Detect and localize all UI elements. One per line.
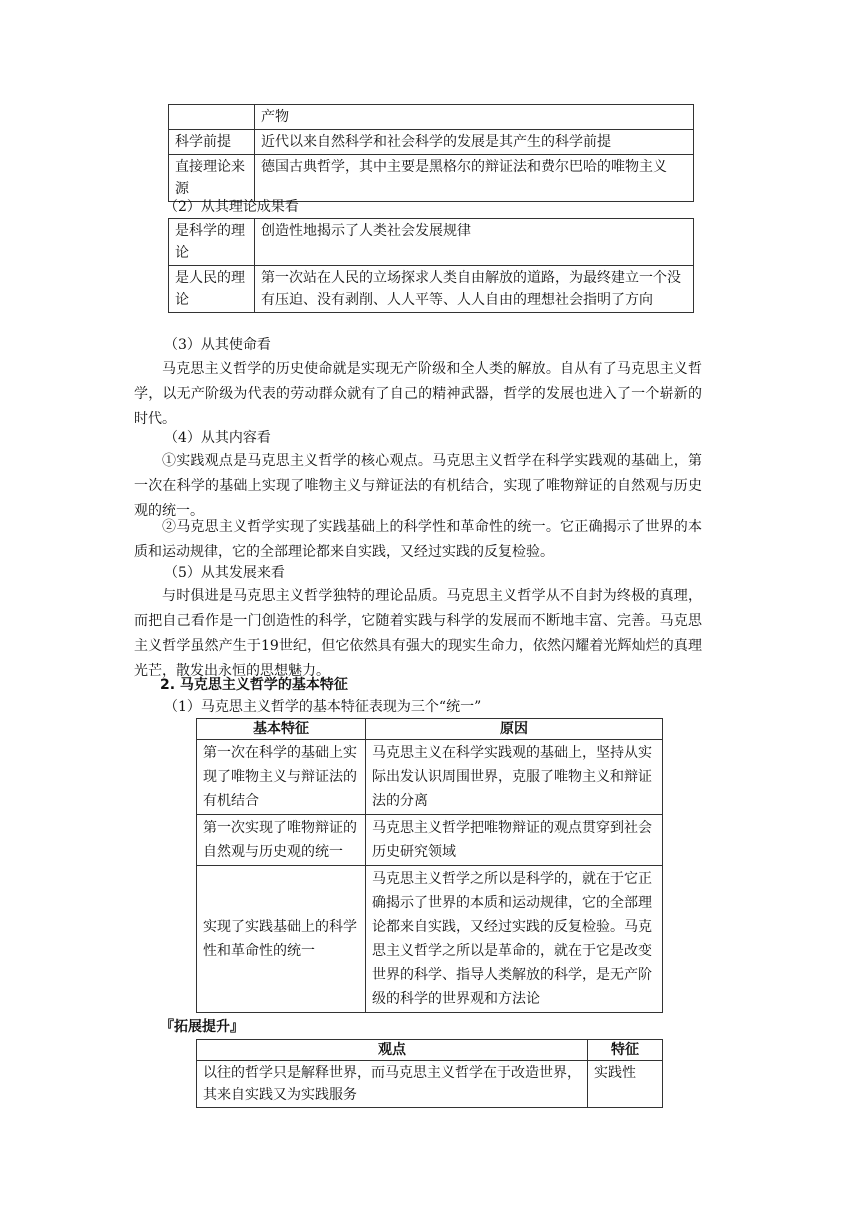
table-row (197, 815, 663, 866)
table-cell-content: 近代以来自然科学和社会科学的发展是其产生的科学前提 (255, 130, 694, 155)
table-cell-content: 第一次站在人民的立场探求人类自由解放的道路，为最终建立一个没有压迫、没有剥削、人人平等、人人自由的理想社会指明了方向 (255, 266, 694, 313)
table-cell-content: 产物 (255, 105, 694, 130)
table-row (169, 266, 694, 313)
table-cell-label: 科学前提 (169, 130, 255, 155)
paragraph-development: 与时俱进是马克思主义哲学独特的理论品质。马克思主义哲学从不自封为终极的真理，而把自己看作是一门创造性的科学，它随着实践与科学的发展而不断地丰富、完善。马克思主义哲学虽然产生于19世纪，但它依然具有强大的现实生命力，依然闪耀着光辉灿烂的真理光芒，散发出永恒的思想魅力。 (134, 588, 702, 679)
heading-content: （4）从其内容看 (164, 430, 271, 446)
extension-table (196, 1039, 663, 1108)
heading-mission: （3）从其使命看 (164, 337, 271, 353)
table-row (169, 155, 694, 202)
paragraph-content-2: ②马克思主义哲学实现了实践基础上的科学性和革命性的统一。它正确揭示了世界的本质和运动规律，它的全部理论都来自实践，又经过实践的反复检验。 (134, 519, 702, 560)
extension-title: 『拓展提升』 (160, 1019, 244, 1035)
features-table (196, 718, 663, 1013)
table-row (169, 219, 694, 266)
table-cell-content: 德国古典哲学，其中主要是黑格尔的辩证法和费尔巴哈的唯物主义 (255, 155, 694, 202)
column-header: 观点 (197, 1040, 588, 1061)
table-cell-label (169, 105, 255, 130)
table-row (169, 130, 694, 155)
table-row (197, 740, 663, 815)
column-header: 原因 (366, 719, 663, 740)
table-cell-label: 是科学的理论 (169, 219, 255, 266)
column-header: 特征 (588, 1040, 663, 1061)
table-cell-feature: 实现了实践基础上的科学性和革命性的统一 (197, 866, 366, 1013)
table-row (169, 105, 694, 130)
table-header-row (197, 719, 663, 740)
table-cell-reason: 马克思主义哲学把唯物辩证的观点贯穿到社会历史研究领域 (366, 815, 663, 866)
origin-table (168, 104, 694, 202)
table-cell-content: 创造性地揭示了人类社会发展规律 (255, 219, 694, 266)
heading-theory-results: （2）从其理论成果看 (164, 199, 299, 215)
table-row (197, 866, 663, 1013)
table-cell-feature: 第一次实现了唯物辩证的自然观与历史观的统一 (197, 815, 366, 866)
table-cell-label: 直接理论来源 (169, 155, 255, 202)
paragraph-content-1: ①实践观点是马克思主义哲学的核心观点。马克思主义哲学在科学实践观的基础上，第一次在科学的基础上实现了唯物主义与辩证法的有机结合，实现了唯物辩证的自然观与历史观的统一。 (134, 453, 702, 519)
table-cell-feature: 实践性 (588, 1061, 663, 1108)
column-header: 基本特征 (197, 719, 366, 740)
section-title: 2. 马克思主义哲学的基本特征 (160, 677, 348, 693)
subheading-features: （1）马克思主义哲学的基本特征表现为三个“统一” (164, 699, 482, 715)
heading-development: （5）从其发展来看 (164, 565, 285, 581)
theory-table (168, 218, 694, 313)
table-row (197, 1061, 663, 1108)
table-cell-view: 以往的哲学只是解释世界，而马克思主义哲学在于改造世界，其来自实践又为实践服务 (197, 1061, 588, 1108)
paragraph-mission: 马克思主义哲学的历史使命就是实现无产阶级和全人类的解放。自从有了马克思主义哲学，以无产阶级为代表的劳动群众就有了自己的精神武器，哲学的发展也进入了一个崭新的时代。 (134, 361, 702, 427)
table-cell-reason: 马克思主义哲学之所以是科学的，就在于它正确揭示了世界的本质和运动规律，它的全部理论都来自实践，又经过实践的反复检验。马克思主义哲学之所以是革命的，就在于它是改变世界的科学、指导人类解放的科学，是无产阶级的科学的世界观和方法论 (366, 866, 663, 1013)
table-cell-reason: 马克思主义在科学实践观的基础上，坚持从实际出发认识周围世界，克服了唯物主义和辩证法的分离 (366, 740, 663, 815)
table-cell-feature: 第一次在科学的基础上实现了唯物主义与辩证法的有机结合 (197, 740, 366, 815)
table-cell-label: 是人民的理论 (169, 266, 255, 313)
table-header-row (197, 1040, 663, 1061)
